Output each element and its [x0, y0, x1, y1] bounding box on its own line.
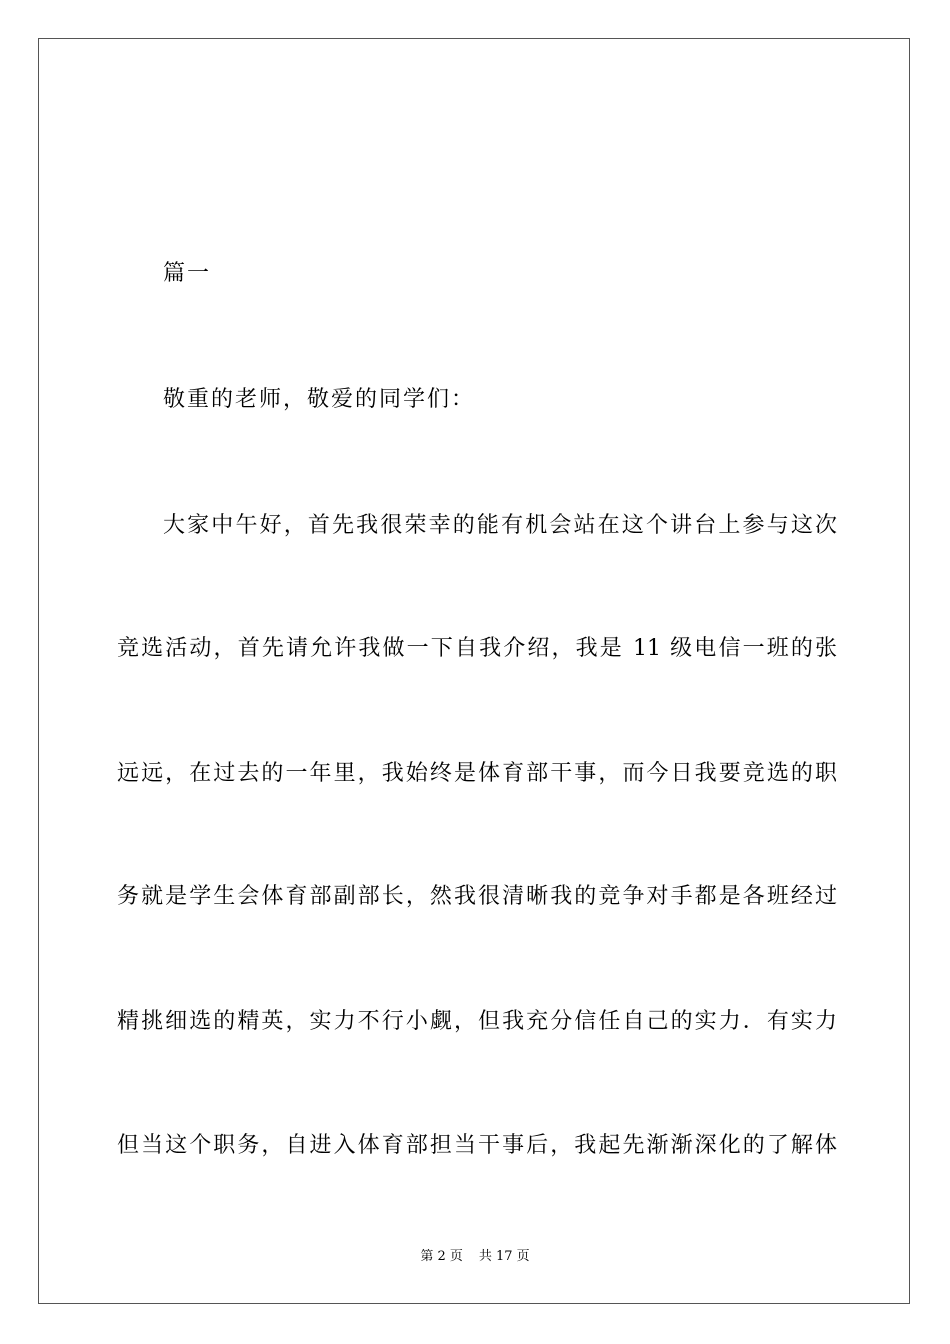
salutation: 敬重的老师，敬爱的同学们：	[163, 387, 476, 412]
paragraph-line: 竞选活动，首先请允许我做一下自我介绍，我是 11 级电信一班的张	[117, 636, 837, 661]
paragraph-line: 精挑细选的精英，实力不行小觑，但我充分信任自己的实力．有实力	[117, 1009, 837, 1034]
paragraph-line: 远远，在过去的一年里，我始终是体育部干事，而今日我要竞选的职	[117, 761, 837, 786]
page-total: 共 17 页	[478, 1249, 530, 1264]
paragraph-line: 大家中午好，首先我很荣幸的能有机会站在这个讲台上参与这次	[163, 513, 837, 538]
page-number: 第 2 页	[420, 1249, 463, 1264]
page-border	[38, 38, 910, 1304]
paragraph-line: 务就是学生会体育部副部长，然我很清晰我的竞争对手都是各班经过	[117, 884, 837, 909]
section-heading: 篇一	[163, 261, 212, 286]
page-footer	[0, 1248, 950, 1266]
paragraph-line: 但当这个职务，自进入体育部担当干事后，我起先渐渐深化的了解体	[117, 1133, 837, 1158]
